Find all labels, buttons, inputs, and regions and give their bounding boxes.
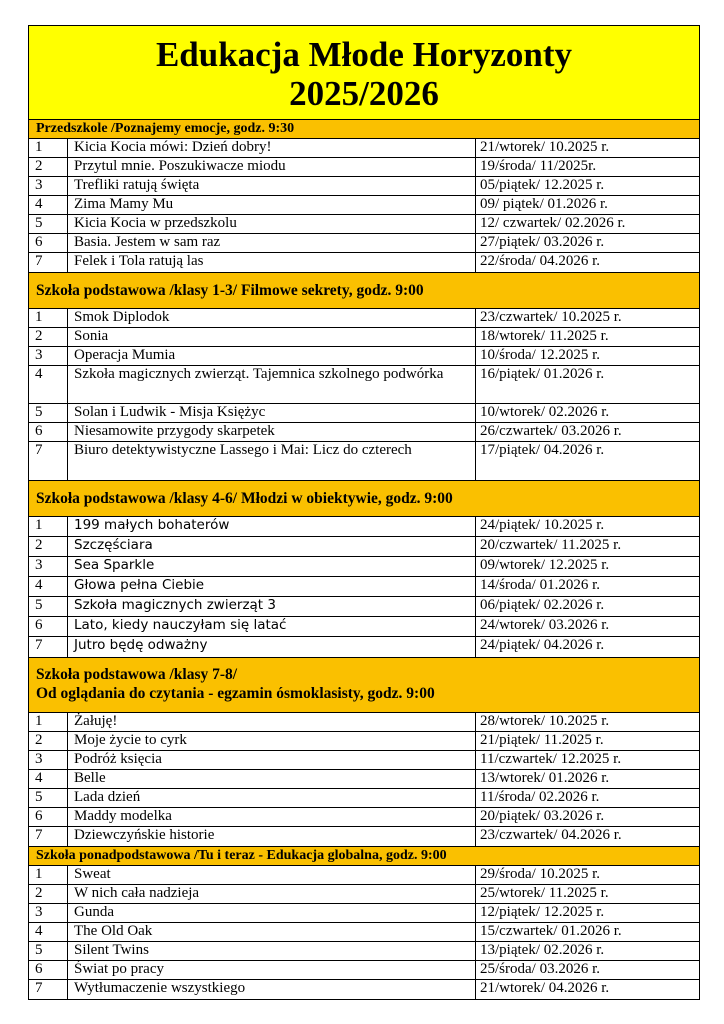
section-primary-7-8 [29, 658, 699, 847]
screening-date: 17/piątek/ 04.2026 r. [480, 442, 605, 458]
table-row [29, 442, 699, 480]
table-row [29, 577, 699, 597]
row-number: 6 [29, 423, 68, 441]
section-header: Szkoła podstawowa /klasy 4-6/ Młodzi w obiektywie, godz. 9:00 [29, 481, 699, 517]
row-number: 5 [29, 215, 68, 233]
screening-date: 13/wtorek/ 01.2026 r. [480, 770, 610, 786]
row-number: 7 [29, 980, 68, 999]
film-title: Jutro będę odważny [68, 637, 476, 657]
film-title: Maddy modelka [68, 808, 476, 826]
table-row [29, 557, 699, 577]
row-number: 5 [29, 942, 68, 960]
film-title: Szkoła magicznych zwierząt. Tajemnica szkolnego podwórka [68, 366, 476, 403]
row-number: 2 [29, 885, 68, 903]
table-row [29, 751, 699, 770]
table-row [29, 139, 699, 158]
table-row [29, 404, 699, 423]
film-title: Sweat [68, 866, 476, 884]
section-secondary [29, 847, 699, 999]
section-header-line-2: Od oglądania do czytania - egzamin ósmoklasisty, godz. 9:00 [36, 685, 435, 702]
screening-date: 05/piątek/ 12.2025 r. [480, 177, 605, 193]
row-number: 4 [29, 923, 68, 941]
table-row [29, 517, 699, 537]
row-number: 2 [29, 537, 68, 556]
film-title: Lada dzień [68, 789, 476, 807]
table-row [29, 597, 699, 617]
table-row [29, 885, 699, 904]
film-title: Lato, kiedy nauczyłam się latać [68, 617, 476, 636]
screening-date: 19/środa/ 11/2025r. [480, 158, 597, 174]
table-row [29, 732, 699, 751]
row-number: 2 [29, 732, 68, 750]
film-title: Silent Twins [68, 942, 476, 960]
table-row [29, 942, 699, 961]
table-row [29, 328, 699, 347]
title-line-1: Edukacja Młode Horyzonty [155, 35, 573, 74]
table-row [29, 234, 699, 253]
film-title: Smok Diplodok [68, 309, 476, 327]
screening-date: 09/wtorek/ 12.2025 r. [480, 557, 610, 573]
section-header [29, 658, 699, 713]
table-row [29, 617, 699, 637]
film-title: Zima Mamy Mu [68, 196, 476, 214]
table-row [29, 537, 699, 557]
screening-date: 25/wtorek/ 11.2025 r. [480, 885, 609, 901]
table-row [29, 177, 699, 196]
row-number: 3 [29, 751, 68, 769]
row-number: 6 [29, 234, 68, 252]
section-primary-4-6 [29, 481, 699, 658]
screening-date: 13/piątek/ 02.2026 r. [480, 942, 605, 958]
row-number: 7 [29, 827, 68, 846]
screening-date: 29/środa/ 10.2025 r. [480, 866, 600, 882]
screening-date: 14/środa/ 01.2026 r. [480, 577, 600, 593]
film-title: 199 małych bohaterów [68, 517, 476, 536]
row-number: 5 [29, 597, 68, 616]
table-row [29, 637, 699, 657]
film-title: Przytul mnie. Poszukiwacze miodu [68, 158, 476, 176]
row-number: 4 [29, 196, 68, 214]
film-title: Kicia Kocia w przedszkolu [68, 215, 476, 233]
table-row [29, 253, 699, 272]
screening-date: 26/czwartek/ 03.2026 r. [480, 423, 622, 439]
section-header-line-1: Szkoła podstawowa /klasy 7-8/ [36, 666, 238, 683]
table-row [29, 789, 699, 808]
film-title: Niesamowite przygody skarpetek [68, 423, 476, 441]
table-row [29, 347, 699, 366]
table-row [29, 904, 699, 923]
table-row [29, 713, 699, 732]
section-header: Przedszkole /Poznajemy emocje, godz. 9:30 [29, 120, 699, 139]
film-title: Trefliki ratują święta [68, 177, 476, 195]
row-number: 3 [29, 177, 68, 195]
table-row [29, 366, 699, 404]
schedule-sheet [28, 25, 700, 1000]
film-title: Wytłumaczenie wszystkiego [68, 980, 476, 999]
film-title: Gunda [68, 904, 476, 922]
film-title: Sonia [68, 328, 476, 346]
row-number: 1 [29, 309, 68, 327]
row-number: 6 [29, 617, 68, 636]
row-number: 4 [29, 577, 68, 596]
row-number: 5 [29, 404, 68, 422]
screening-date: 25/środa/ 03.2026 r. [480, 961, 600, 977]
section-primary-1-3 [29, 273, 699, 481]
screening-date: 11/czwartek/ 12.2025 r. [480, 751, 622, 767]
film-title: Biuro detektywistyczne Lassego i Mai: Licz do czterech [68, 442, 476, 480]
screening-date: 11/środa/ 02.2026 r. [480, 789, 600, 805]
row-number: 3 [29, 557, 68, 576]
row-number: 1 [29, 139, 68, 157]
screening-date: 21/wtorek/ 04.2026 r. [480, 980, 610, 996]
film-title: Podróż księcia [68, 751, 476, 769]
row-number: 7 [29, 637, 68, 657]
screening-date: 23/czwartek/ 10.2025 r. [480, 309, 622, 325]
screening-date: 21/piątek/ 11.2025 r. [480, 732, 604, 748]
film-title: Sea Sparkle [68, 557, 476, 576]
screening-date: 22/środa/ 04.2026 r. [480, 253, 600, 269]
screening-date: 12/piątek/ 12.2025 r. [480, 904, 605, 920]
film-title: Żałuję! [68, 713, 476, 731]
screening-date: 15/czwartek/ 01.2026 r. [480, 923, 622, 939]
film-title: Belle [68, 770, 476, 788]
screening-date: 12/ czwartek/ 02.2026 r. [480, 215, 626, 231]
table-row [29, 961, 699, 980]
section-header: Szkoła podstawowa /klasy 1-3/ Filmowe sekrety, godz. 9:00 [29, 273, 699, 309]
row-number: 4 [29, 770, 68, 788]
row-number: 7 [29, 253, 68, 272]
screening-date: 28/wtorek/ 10.2025 r. [480, 713, 610, 729]
film-title: Szkoła magicznych zwierząt 3 [68, 597, 476, 616]
row-number: 6 [29, 961, 68, 979]
table-row [29, 309, 699, 328]
row-number: 3 [29, 347, 68, 365]
table-row [29, 196, 699, 215]
table-row [29, 423, 699, 442]
row-number: 2 [29, 158, 68, 176]
screening-date: 21/wtorek/ 10.2025 r. [480, 139, 610, 155]
screening-date: 10/środa/ 12.2025 r. [480, 347, 600, 363]
section-preschool [29, 120, 699, 273]
film-title: Felek i Tola ratują las [68, 253, 476, 272]
screening-date: 20/czwartek/ 11.2025 r. [480, 537, 622, 553]
row-number: 3 [29, 904, 68, 922]
film-title: W nich cała nadzieja [68, 885, 476, 903]
section-header: Szkoła ponadpodstawowa /Tu i teraz - Edukacja globalna, godz. 9:00 [29, 847, 699, 866]
table-row [29, 215, 699, 234]
screening-date: 06/piątek/ 02.2026 r. [480, 597, 605, 613]
film-title: Moje życie to cyrk [68, 732, 476, 750]
screening-date: 18/wtorek/ 11.2025 r. [480, 328, 609, 344]
table-row [29, 866, 699, 885]
film-title: The Old Oak [68, 923, 476, 941]
page-title [29, 26, 699, 120]
title-line-2: 2025/2026 [289, 74, 439, 113]
screening-date: 24/piątek/ 10.2025 r. [480, 517, 605, 533]
row-number: 4 [29, 366, 68, 403]
film-title: Operacja Mumia [68, 347, 476, 365]
table-row [29, 827, 699, 846]
row-number: 1 [29, 866, 68, 884]
film-title: Solan i Ludwik - Misja Księżyc [68, 404, 476, 422]
film-title: Kicia Kocia mówi: Dzień dobry! [68, 139, 476, 157]
screening-date: 24/piątek/ 04.2026 r. [480, 637, 605, 653]
row-number: 6 [29, 808, 68, 826]
table-row [29, 980, 699, 999]
screening-date: 27/piątek/ 03.2026 r. [480, 234, 605, 250]
table-row [29, 770, 699, 789]
film-title: Szczęściara [68, 537, 476, 556]
screening-date: 09/ piątek/ 01.2026 r. [480, 196, 608, 212]
row-number: 1 [29, 713, 68, 731]
screening-date: 16/piątek/ 01.2026 r. [480, 366, 605, 382]
screening-date: 20/piątek/ 03.2026 r. [480, 808, 605, 824]
table-row [29, 923, 699, 942]
film-title: Świat po pracy [68, 961, 476, 979]
screening-date: 23/czwartek/ 04.2026 r. [480, 827, 622, 843]
film-title: Dziewczyńskie historie [68, 827, 476, 846]
table-row [29, 808, 699, 827]
row-number: 1 [29, 517, 68, 536]
film-title: Głowa pełna Ciebie [68, 577, 476, 596]
screening-date: 24/wtorek/ 03.2026 r. [480, 617, 610, 633]
row-number: 7 [29, 442, 68, 480]
row-number: 5 [29, 789, 68, 807]
screening-date: 10/wtorek/ 02.2026 r. [480, 404, 610, 420]
table-row [29, 158, 699, 177]
film-title: Basia. Jestem w sam raz [68, 234, 476, 252]
row-number: 2 [29, 328, 68, 346]
